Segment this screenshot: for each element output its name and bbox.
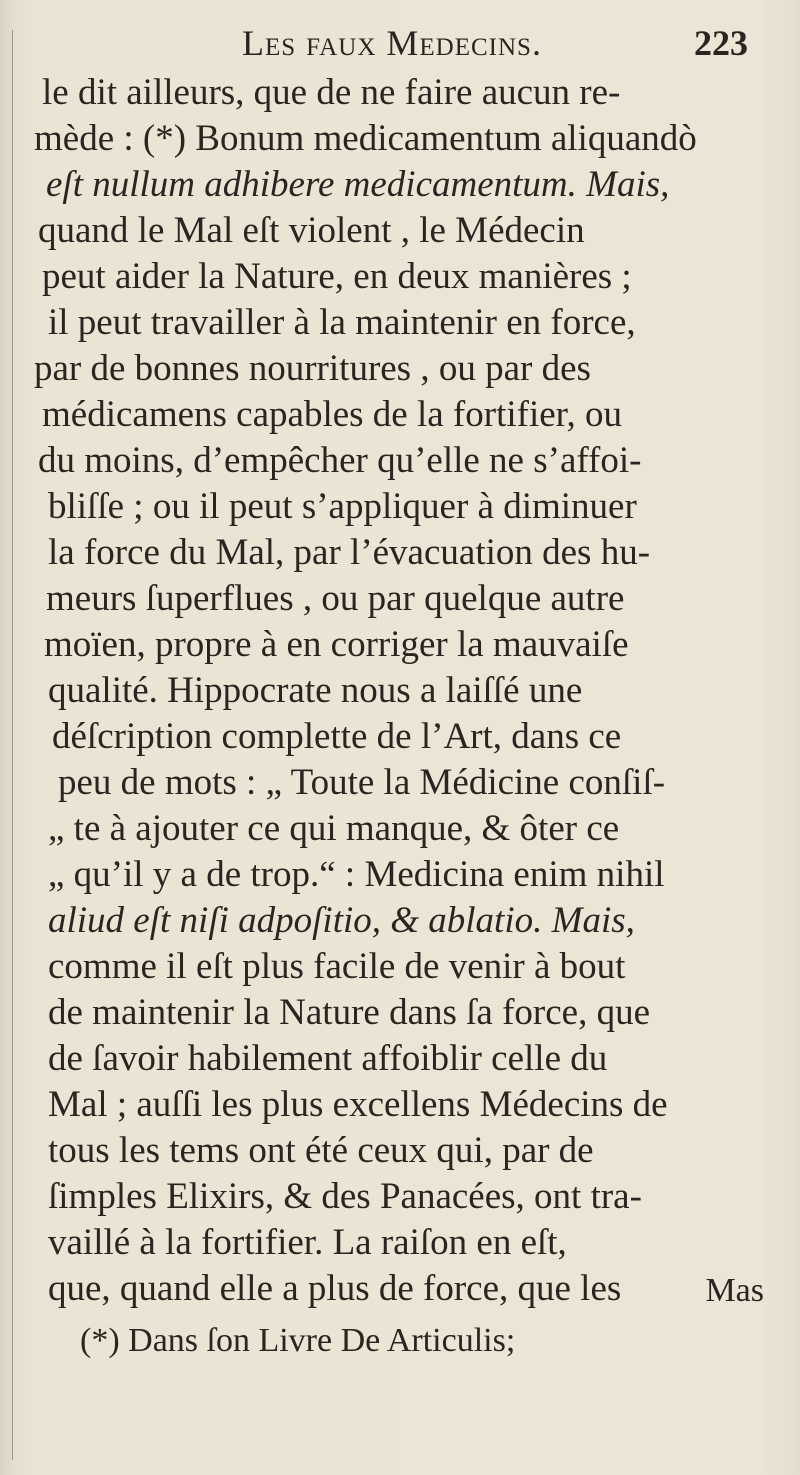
text-line: tous les tems ont été ceux qui, par de [48,1130,594,1171]
text-line: „ qu’il y a de trop.“ : Medicina enim nihil [48,854,665,895]
text-line: de maintenir la Nature dans ſa force, que [48,992,651,1033]
page-header [120,20,770,70]
running-head: Les faux Medecins. [242,23,542,63]
text-line: que, quand elle a plus de force, que les [48,1268,622,1309]
footnote: (*) Dans ſon Livre De Articulis; [80,1322,516,1359]
text-line: le dit ailleurs, que de ne faire aucun re- [42,72,621,113]
text-line: il peut travailler à la maintenir en force, [48,302,636,343]
text-line: comme il eſt plus facile de venir à bout [48,946,626,987]
text-line: la force du Mal, par l’évacuation des hu- [48,532,651,573]
catchword: Mas [705,1272,764,1309]
text-line: vaillé à la fortifier. La raiſon en eſt, [48,1222,567,1263]
text-line: du moins, d’empêcher qu’elle ne s’affoi- [38,440,642,481]
text-line: quand le Mal eſt violent , le Médecin [38,210,585,251]
text-line: aliud eſt niſi adpoſitio, & ablatio. Mais, [48,900,635,941]
page-number: 223 [694,23,748,63]
text-line: mède : (*) Bonum medicamentum aliquandò [34,118,697,159]
text-line: médicamens capables de la fortifier, ou [42,394,622,435]
text-line: Mal ; auſſi les plus excellens Médecins de [48,1084,668,1125]
page-edge-rule [12,30,13,1460]
text-line: eſt nullum adhibere medicamentum. Mais, [46,164,670,205]
text-line: peut aider la Nature, en deux manières ; [42,256,632,297]
text-line: meurs ſuperflues , ou par quelque autre [46,578,625,619]
text-line: bliſſe ; ou il peut s’appliquer à diminuer [48,486,637,527]
text-line: peu de mots : „ Toute la Médicine conſiſ- [58,762,666,803]
text-line: déſcription complette de l’Art, dans ce [52,716,622,757]
text-line: par de bonnes nourritures , ou par des [34,348,591,389]
text-line: ſimples Elixirs, & des Panacées, ont tra- [48,1176,642,1217]
text-line: de ſavoir habilement affoiblir celle du [48,1038,608,1079]
text-line: „ te à ajouter ce qui manque, & ôter ce [48,808,620,849]
text-line: moïen, propre à en corriger la mauvaiſe [44,624,629,665]
text-line: qualité. Hippocrate nous a laiſſé une [48,670,583,711]
